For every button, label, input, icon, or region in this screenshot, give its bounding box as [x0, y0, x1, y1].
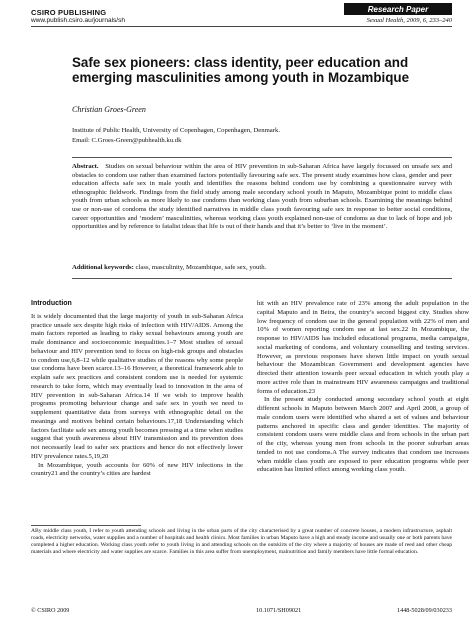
keywords-label: Additional keywords:	[72, 264, 134, 271]
journal-citation: Sexual Health, 2009, 6, 233–240	[366, 17, 452, 24]
body-column-left	[31, 300, 243, 479]
copyright-notice: © CSIRO 2009	[31, 607, 70, 614]
section-heading-introduction: Introduction	[31, 300, 72, 307]
abstract-divider-bottom	[72, 278, 452, 279]
keywords-text: class, masculinity, Mozambique, safe sex, youth.	[135, 264, 267, 271]
affiliation-institution: Institute of Public Health, University of Copenhagen, Copenhagen, Denmark.	[72, 127, 281, 134]
body-column-right	[257, 300, 469, 475]
publisher-name: CSIRO PUBLISHING	[31, 8, 107, 17]
section-label: Research Paper	[344, 3, 452, 15]
body-paragraph: hit with an HIV prevalence rate of 23% among the adult population in the capital Maputo and in Beira, the country’s second biggest city. Studies show low frequency of condom use in the general population with 22% of men and 10% of women reporting condom use at last sex.22 In Mozambique, the response to HIV/AIDS has included educational programs, media campaigns, social marketing of condoms, and voluntary counselling and testing services. However, as previous responses have shown little impact on youth sexual behaviour the Mozambican Government and development agencies have directed their attention towards peer sexual education in which youth play a more active role than in mainstream HIV awareness campaigns and traditional forms of education.23	[257, 300, 469, 395]
doi[interactable]: 10.1071/SH09021	[256, 607, 302, 614]
author-affiliation	[72, 126, 280, 145]
abstract-text: Studies on sexual behaviour within the area of HIV prevention in sub-Saharan Africa have largely focussed on unsafe sex and obstacles to condom use rather than examined factors potentially favouring safe sex. The present study examines how class, gender and peer education affects safe sex in male youth and identifies the reasons behind condom use by combining a questionnaire survey with ethnographic fieldwork. Findings from the field study among male secondary school youth in Maputo, Mozambique point to middle class youth from urban schools as more likely to use condoms than working class youth from suburban schools. Examining the meanings behind use or non-use of condoms the study identified narratives in middle class youth favouring safe sex in response to better social conditions, career opportunities and ‘modern’ masculinities, whereas working class youth explained non-use of condoms as due to lack of hope and job opportunities and by reference to fatalist ideas that life is out of their hands and that it’s better to ‘live in the moment’.	[72, 163, 452, 231]
body-paragraph: In Mozambique, youth accounts for 60% of new HIV infections in the country21 and the country’s cities are hardest	[31, 461, 243, 478]
author-name: Christian Groes-Green	[72, 105, 146, 114]
affiliation-email[interactable]: Email: C.Groes-Green@pubhealth.ku.dk	[72, 136, 182, 144]
footnote: ABy middle class youth, I refer to youth attending schools and living in the urban parts of the city characterised by a great number of concrete houses, a modern infrastructure, asphalt roads, electricity networks, water supplies and a number of hospitals and health clinics. Most families in urban Maputo have a high and steady income and usually one or both parents have completed a higher education. Working class youth refer to youth living in and attending schools on the outskirts of the city where a majority of houses are made of reed and other cheap materials and where electricity and water supplies are scarce. Families in this area suffer from unemployment, malnutrition and family members have little formal education.	[31, 528, 452, 556]
body-paragraph: In the present study conducted among secondary school youth at eight different schools in Maputo between March 2007 and April 2008, a group of male condom users were identified who shared a set of values and behaviour patterns anchored in specific class and gender identities. The majority of consistent condom users were middle class and from schools in the urban part of the city, whereas young men from schools in the poorer suburban areas tended to not use condoms.A The survey indicates that condom use increases when middle class youth are exposed to peer education programs while peer education has limited effect among working class youth.	[257, 396, 469, 474]
abstract-label: Abstract.	[72, 163, 99, 170]
abstract	[72, 163, 452, 232]
paper-title: Safe sex pioneers: class identity, peer education and emerging masculinities among youth in Mozambique	[72, 55, 410, 85]
keywords	[72, 264, 452, 271]
abstract-divider-top	[72, 157, 452, 158]
body-paragraph: It is widely documented that the large majority of youth in sub-Saharan Africa practice unsafe sex despite high risks of infection with HIV/AIDS. Among the main factors reported as leading to risky sexual behaviours among youth are male dominance and socioeconomic inequalities.1–7 Most studies of sexual behaviour and HIV prevention tend to focus on high-risk groups and obstacles to condom use,6,8–12 while qualitative studies of the reasons why some people use condoms have been scarce.13–16 However, a theoretical framework able to explain safe sex practices and consistent condom use is needed for systemic research to take form, which may eventually lead to innovation in the area of HIV prevention in sub-Saharan Africa.14 If we wish to improve health programs promoting behaviour change and safe sex in youth we need to supplement quantitative data from surveys with ethnographic detail on the meanings and motives behind certain behaviours.17,18 Understanding which factors facilitate safe sex among youth becomes pressing at a time when studies suggest that youth awareness about HIV transmission and its prevention does not necessarily lead to safer sex practices and hence do not effectively lower HIV prevalence rates.5,19,20	[31, 312, 243, 460]
footnote-divider	[31, 525, 141, 526]
header-divider	[31, 26, 452, 27]
journal-url[interactable]: www.publish.csiro.au/journals/sh	[31, 17, 125, 24]
issn: 1448-5028/09/030233	[397, 607, 452, 614]
